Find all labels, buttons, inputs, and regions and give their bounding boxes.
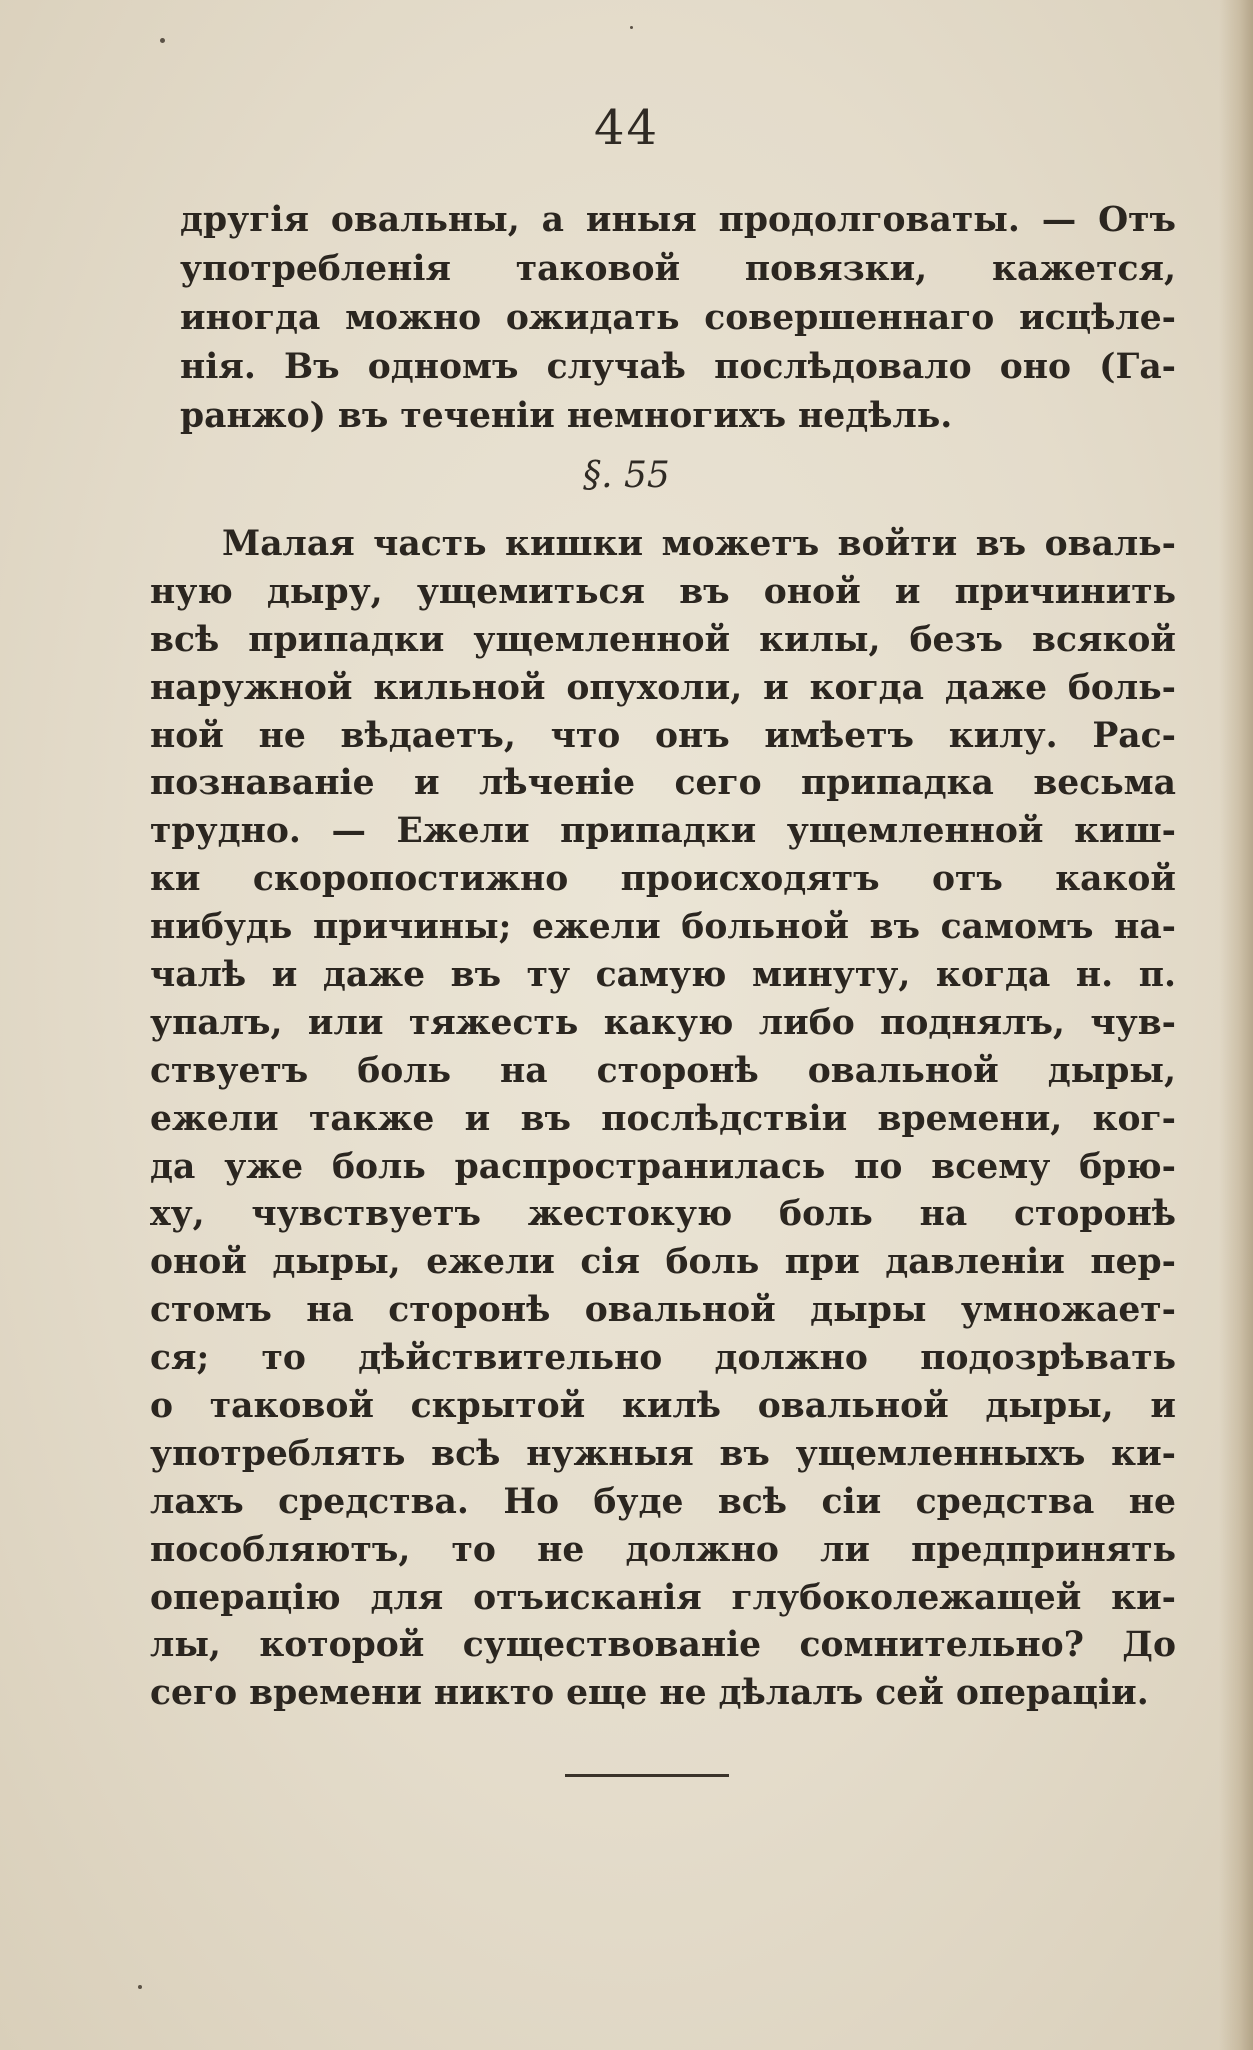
text-line: оной дыры, ежели сія боль при давленіи пер- — [150, 1242, 1176, 1283]
section-heading: §. 55 — [583, 455, 670, 496]
paper-speck — [630, 26, 633, 29]
text-line: наружной кильной опухоли, и когда даже боль- — [150, 667, 1176, 708]
page-number: 44 — [593, 100, 660, 156]
text-line: ранжо) въ теченіи немногихъ недѣль. — [180, 396, 953, 436]
paper-speck — [138, 1985, 142, 1989]
text-line: ежели также и въ послѣдствіи времени, ког- — [150, 1098, 1176, 1139]
text-line: сего времени никто еще не дѣлалъ сей операціи. — [150, 1673, 1149, 1714]
text-line: ной не вѣдаетъ, что онъ имѣетъ килу. Рас- — [150, 715, 1176, 756]
paragraph-continuation — [180, 196, 1176, 441]
text-line: трудно. — Ежели припадки ущемленной киш- — [150, 811, 1176, 852]
text-line: ную дыру, ущемиться въ оной и причинить — [150, 571, 1176, 612]
paper-speck — [160, 38, 165, 43]
text-line: употреблять всѣ нужныя въ ущемленныхъ ки- — [150, 1433, 1176, 1474]
text-line: упалъ, или тяжесть какую либо поднялъ, чув- — [150, 1002, 1176, 1043]
text-line: ствуетъ боль на сторонѣ овальной дыры, — [150, 1050, 1176, 1091]
text-line: Малая часть кишки можетъ войти въ оваль- — [222, 524, 1176, 564]
end-rule-divider — [565, 1774, 729, 1777]
text-line: стомъ на сторонѣ овальной дыры умножает- — [150, 1290, 1176, 1331]
text-line: нія. Въ одномъ случаѣ послѣдовало оно (Га- — [180, 347, 1176, 387]
text-line: лы, которой существованіе сомнительно? До — [150, 1625, 1176, 1666]
text-line: употребленія таковой повязки, кажется, — [180, 249, 1176, 289]
text-line: чалѣ и даже въ ту самую минуту, когда н. п. — [150, 955, 1176, 996]
text-line: ху, чувствуетъ жестокую боль на сторонѣ — [150, 1194, 1176, 1235]
text-line: нибудь причины; ежели больной въ самомъ на- — [150, 907, 1176, 948]
text-line: другія овальны, а иныя продолговаты. — Отъ — [180, 200, 1176, 240]
text-line: операцію для отъисканія глубоколежащей ки- — [150, 1577, 1176, 1618]
paragraph-section-55 — [150, 521, 1176, 1718]
page-spine-shadow — [1219, 0, 1253, 2050]
text-line: о таковой скрытой килѣ овальной дыры, и — [150, 1386, 1176, 1427]
text-line: познаваніе и лѣченіе сего припадка весьма — [150, 763, 1176, 804]
text-line: да уже боль распространилась по всему брю- — [150, 1146, 1176, 1187]
text-line: лахъ средства. Но буде всѣ сіи средства не — [150, 1481, 1176, 1522]
text-line: иногда можно ожидать совершеннаго исцѣле- — [180, 298, 1176, 338]
text-line: ся; то дѣйствительно должно подозрѣвать — [150, 1338, 1176, 1379]
text-line: всѣ припадки ущемленной килы, безъ всякой — [150, 619, 1176, 660]
text-line: ки скоропостижно происходятъ отъ какой — [150, 859, 1176, 900]
text-line: пособляютъ, то не должно ли предпринять — [150, 1529, 1176, 1570]
